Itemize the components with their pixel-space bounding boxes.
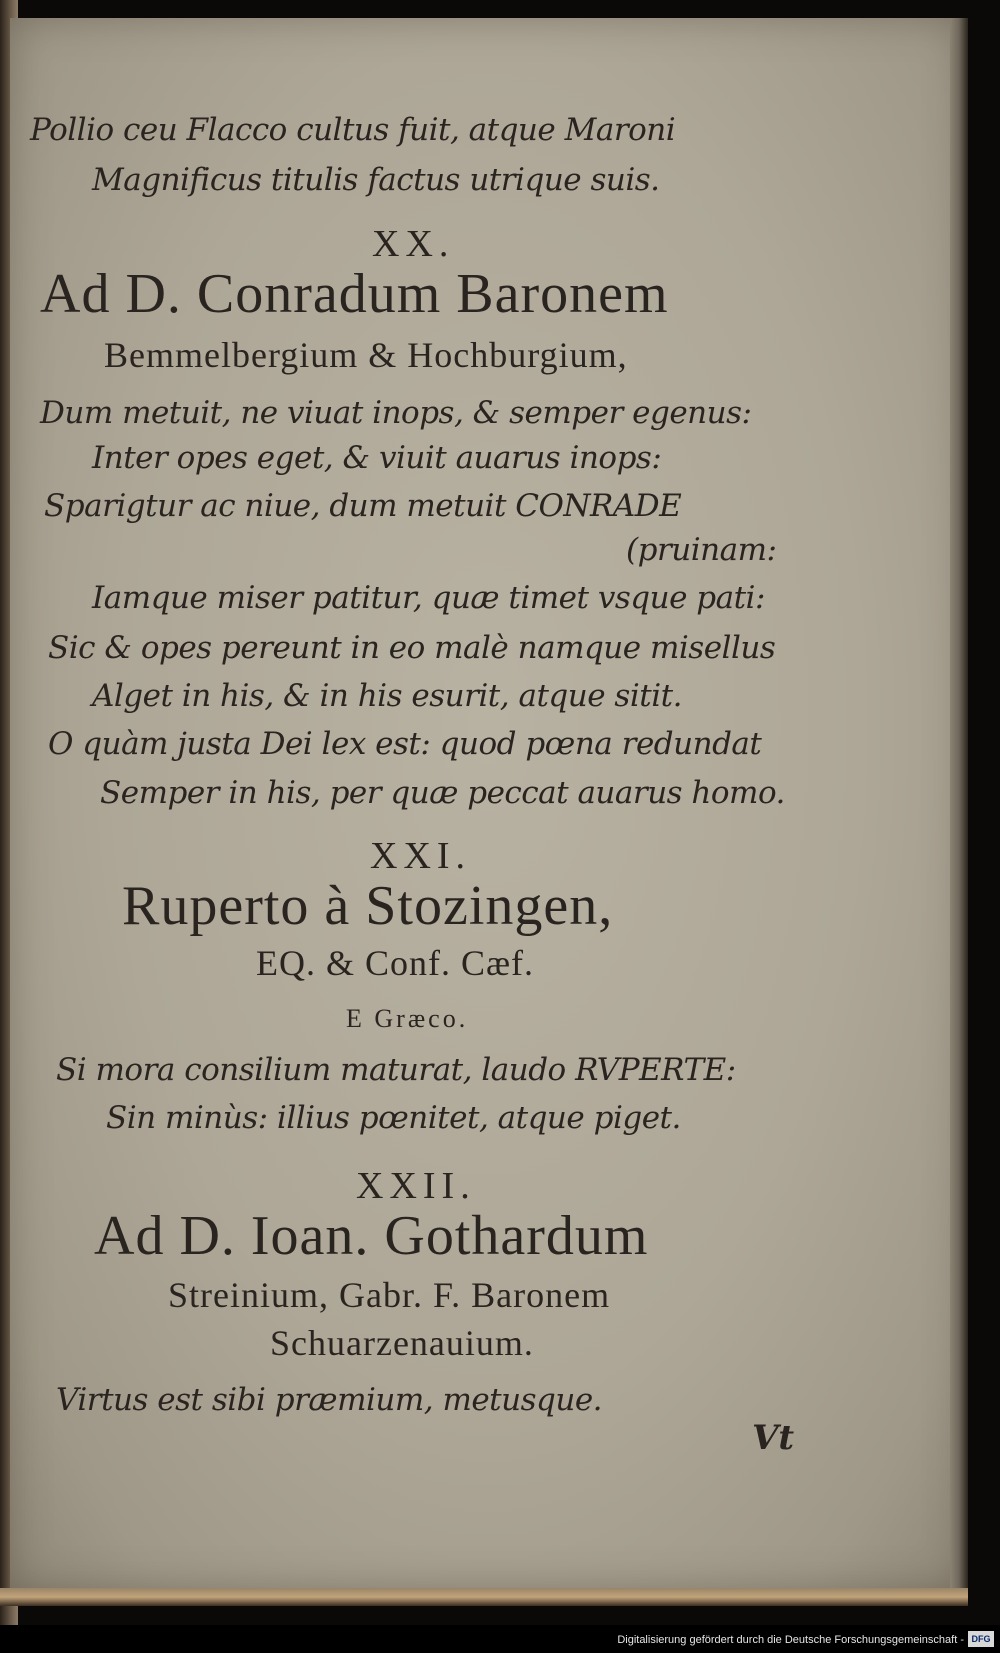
verse-line: Magnificus titulis factus utrique suis. (92, 162, 660, 198)
poem-heading: Ad D. Ioan. Gothardum (94, 1205, 649, 1267)
page-bottom-edge (0, 1588, 968, 1606)
verse-line: Semper in his, per quæ peccat auarus homo. (100, 775, 785, 811)
verse-line: Si mora consilium maturat, laudo RVPERTE: (56, 1052, 736, 1088)
poem-number: XX. (372, 223, 455, 265)
poem-subheading: Streinium, Gabr. F. Baronem (168, 1275, 611, 1315)
dfg-logo-icon: DFG (968, 1631, 994, 1647)
poem-subheading: EQ. & Conf. Cæf. (256, 943, 535, 983)
poem-subheading: Schuarzenauium. (270, 1323, 534, 1363)
verse-line: Sic & opes pereunt in eo malè namque misellus (48, 630, 776, 666)
poem-subheading: Bemmelbergium & Hochburgium, (104, 335, 628, 375)
poem-source-note: E Græco. (346, 1004, 469, 1033)
verse-line: Sin minùs: illius pœnitet, atque piget. (106, 1100, 681, 1136)
verse-line: Alget in his, & in his esurit, atque sitit. (92, 678, 682, 714)
poem-heading: Ruperto à Stozingen, (122, 875, 614, 937)
page-right-edge (950, 18, 968, 1590)
poem-number: XXI. (370, 835, 472, 877)
catchword: Vt (752, 1418, 795, 1458)
verse-line: Pollio ceu Flacco cultus fuit, atque Maroni (30, 112, 676, 148)
verse-line: Inter opes eget, & viuit auarus inops: (92, 440, 662, 476)
verse-line: O quàm justa Dei lex est: quod pœna redundat (48, 726, 762, 762)
verse-line: (pruinam: (626, 532, 777, 568)
poem-heading: Ad D. Conradum Baronem (40, 263, 669, 325)
verse-line: Dum metuit, ne viuat inops, & semper egenus: (40, 395, 752, 431)
poem-number: XXII. (356, 1165, 476, 1207)
verse-line: Iamque miser patitur, quæ timet vsque pati: (92, 580, 765, 616)
verse-line: Sparigtur ac niue, dum metuit CONRADE (44, 488, 682, 524)
funding-credit: Digitalisierung gefördert durch die Deutsche Forschungsgemeinschaft - (617, 1634, 964, 1646)
verse-line: Virtus est sibi præmium, metusque. (56, 1382, 603, 1418)
